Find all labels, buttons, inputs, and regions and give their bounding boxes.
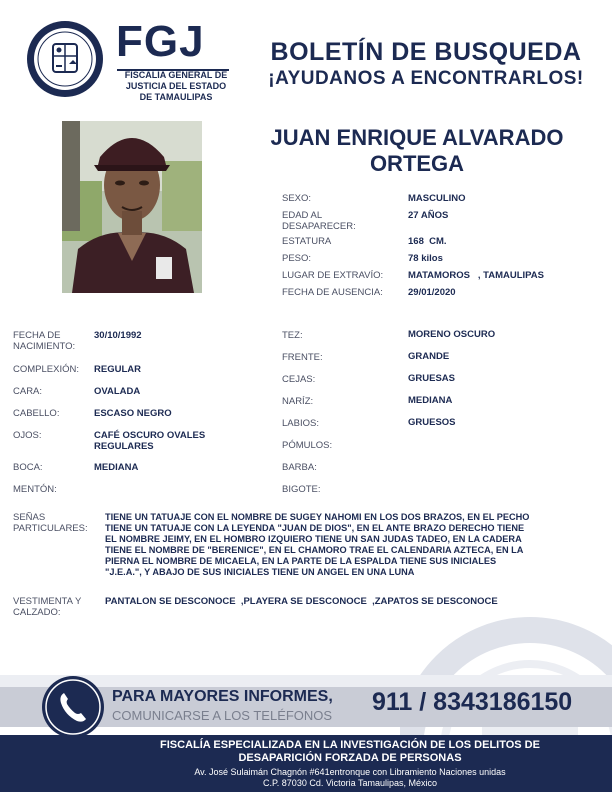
person-name-line1: JUAN ENRIQUE ALVARADO xyxy=(270,125,564,150)
lugar-label: LUGAR DE EXTRAVÍO: xyxy=(282,270,384,281)
vestimenta-label-2: CALZADO: xyxy=(13,607,61,618)
logo-sub-line1: FISCALÍA GENERAL DE xyxy=(124,70,228,80)
boca-label: BOCA: xyxy=(13,462,43,473)
senas-line3: EL NOMBRE JEIMY, EN EL HOMBRO IZQUIERO TIENE UN SAN JUDAS TADEO, EN LA CADERA xyxy=(105,534,522,544)
tez-label: TEZ: xyxy=(282,330,303,341)
peso-label: PESO: xyxy=(282,253,312,264)
frente-value: GRANDE xyxy=(408,351,450,362)
fecha-ausencia-label: FECHA DE AUSENCIA: xyxy=(282,287,383,298)
senas-line6: "J.E.A.", Y ABAJO DE SUS INICIALES TIENE UN ANGEL EN UNA LUNA xyxy=(105,567,415,577)
logo-subtitle xyxy=(117,70,235,103)
edad-label-2: DESAPARECER: xyxy=(282,221,356,232)
cara-value: OVALADA xyxy=(94,386,141,397)
pomulos-label: PÓMULOS: xyxy=(282,440,333,451)
phone-icon xyxy=(42,676,104,738)
logo-text: FGJ xyxy=(116,17,205,66)
senas-line4: TIENE EL NOMBRE DE "BERENICE", EN EL CHAMORO TRAE EL CALENDARIA AZTECA, EN LA xyxy=(105,545,524,555)
logo-sub-line2: JUSTICIA DEL ESTADO xyxy=(125,81,227,91)
complexion-label: COMPLEXIÓN: xyxy=(13,364,79,375)
footer-address xyxy=(145,767,555,789)
logo-sub-line3: DE TAMAULIPAS xyxy=(139,92,213,102)
vestimenta-label-1: VESTIMENTA Y xyxy=(13,596,82,607)
person-name xyxy=(232,125,602,177)
footer-line3: Av. José Sulaimán Chagnón #641entronque con Libramiento Naciones unidas xyxy=(194,767,506,777)
ojos-label: OJOS: xyxy=(13,430,42,441)
nariz-label: NARÍZ: xyxy=(282,396,314,407)
tez-value: MORENO OSCURO xyxy=(408,329,496,340)
cara-label: CARA: xyxy=(13,386,43,397)
bigote-label: BIGOTE: xyxy=(282,484,321,495)
frente-label: FRENTE: xyxy=(282,352,323,363)
cabello-value: ESCASO NEGRO xyxy=(94,408,172,419)
vestimenta-value: PANTALON SE DESCONOCE ,PLAYERA SE DESCONOCE ,ZAPATOS SE DESCONOCE xyxy=(105,596,498,607)
edad-label-1: EDAD AL xyxy=(282,210,323,221)
nariz-value: MEDIANA xyxy=(408,395,453,406)
complexion-value: REGULAR xyxy=(94,364,141,375)
senas-line1: TIENE UN TATUAJE CON EL NOMBRE DE SUGEY NAHOMI EN LOS DOS BRAZOS, EN EL PECHO xyxy=(105,512,530,522)
senas-line5: PIERNA EL NOMBRE DE MICAELA, EN LA PARTE DE LA ESPALDA TIENE SUS INICIALES xyxy=(105,556,497,566)
edad-value: 27 AÑOS xyxy=(408,210,449,221)
menton-label: MENTÓN: xyxy=(13,484,57,495)
footer-line2: DESAPARICIÓN FORZADA DE PERSONAS xyxy=(238,752,462,764)
cejas-label: CEJAS: xyxy=(282,374,316,385)
senas-label-2: PARTICULARES: xyxy=(13,523,88,534)
estatura-label: ESTATURA xyxy=(282,236,332,247)
labios-value: GRUESOS xyxy=(408,417,456,428)
nacimiento-value: 30/10/1992 xyxy=(94,330,142,341)
cejas-value: GRUESAS xyxy=(408,373,455,384)
contact-title: PARA MAYORES INFORMES, xyxy=(112,688,333,705)
ojos-value-2: REGULARES xyxy=(94,441,154,452)
nacimiento-label-1: FECHA DE xyxy=(13,330,61,341)
sexo-label: SEXO: xyxy=(282,193,312,204)
bulletin-title: BOLETÍN DE BUSQUEDA xyxy=(270,38,582,66)
fgj-seal-icon xyxy=(26,20,104,98)
lugar-value: MATAMOROS , TAMAULIPAS xyxy=(408,270,544,281)
footer-bar xyxy=(0,735,612,792)
nacimiento-label-2: NACIMIENTO: xyxy=(13,341,76,352)
fecha-ausencia-value: 29/01/2020 xyxy=(408,287,456,298)
contact-subtitle: COMUNICARSE A LOS TELÉFONOS xyxy=(112,708,333,723)
labios-label: LABIOS: xyxy=(282,418,319,429)
footer-org xyxy=(145,739,555,765)
senas-label-1: SEÑAS xyxy=(13,512,46,523)
bulletin-subtitle: ¡AYUDANOS A ENCONTRARLOS! xyxy=(268,68,584,89)
boca-value: MEDIANA xyxy=(94,462,139,473)
peso-value: 78 kilos xyxy=(408,253,443,264)
senas-line2: TIENE UN TATUAJE CON LA LEYENDA "JUAN DE DIOS", EN EL ANTE BRAZO DERECHO TIENE xyxy=(105,523,525,533)
cabello-label: CABELLO: xyxy=(13,408,60,419)
estatura-value: 168 CM. xyxy=(408,236,447,247)
sexo-value: MASCULINO xyxy=(408,193,466,204)
header xyxy=(0,0,612,112)
footer-line4: C.P. 87030 Cd. Victoria Tamaulipas, México xyxy=(262,778,438,788)
person-name-line2: ORTEGA xyxy=(369,151,465,176)
contact-phone[interactable]: 911 / 8343186150 xyxy=(372,688,573,716)
person-photo xyxy=(62,121,202,293)
ojos-value-1: CAFÉ OSCURO OVALES xyxy=(94,430,206,441)
barba-label: BARBA: xyxy=(282,462,317,473)
footer-line1: FISCALÍA ESPECIALIZADA EN LA INVESTIGACIÓN DE LOS DELITOS DE xyxy=(160,739,540,751)
